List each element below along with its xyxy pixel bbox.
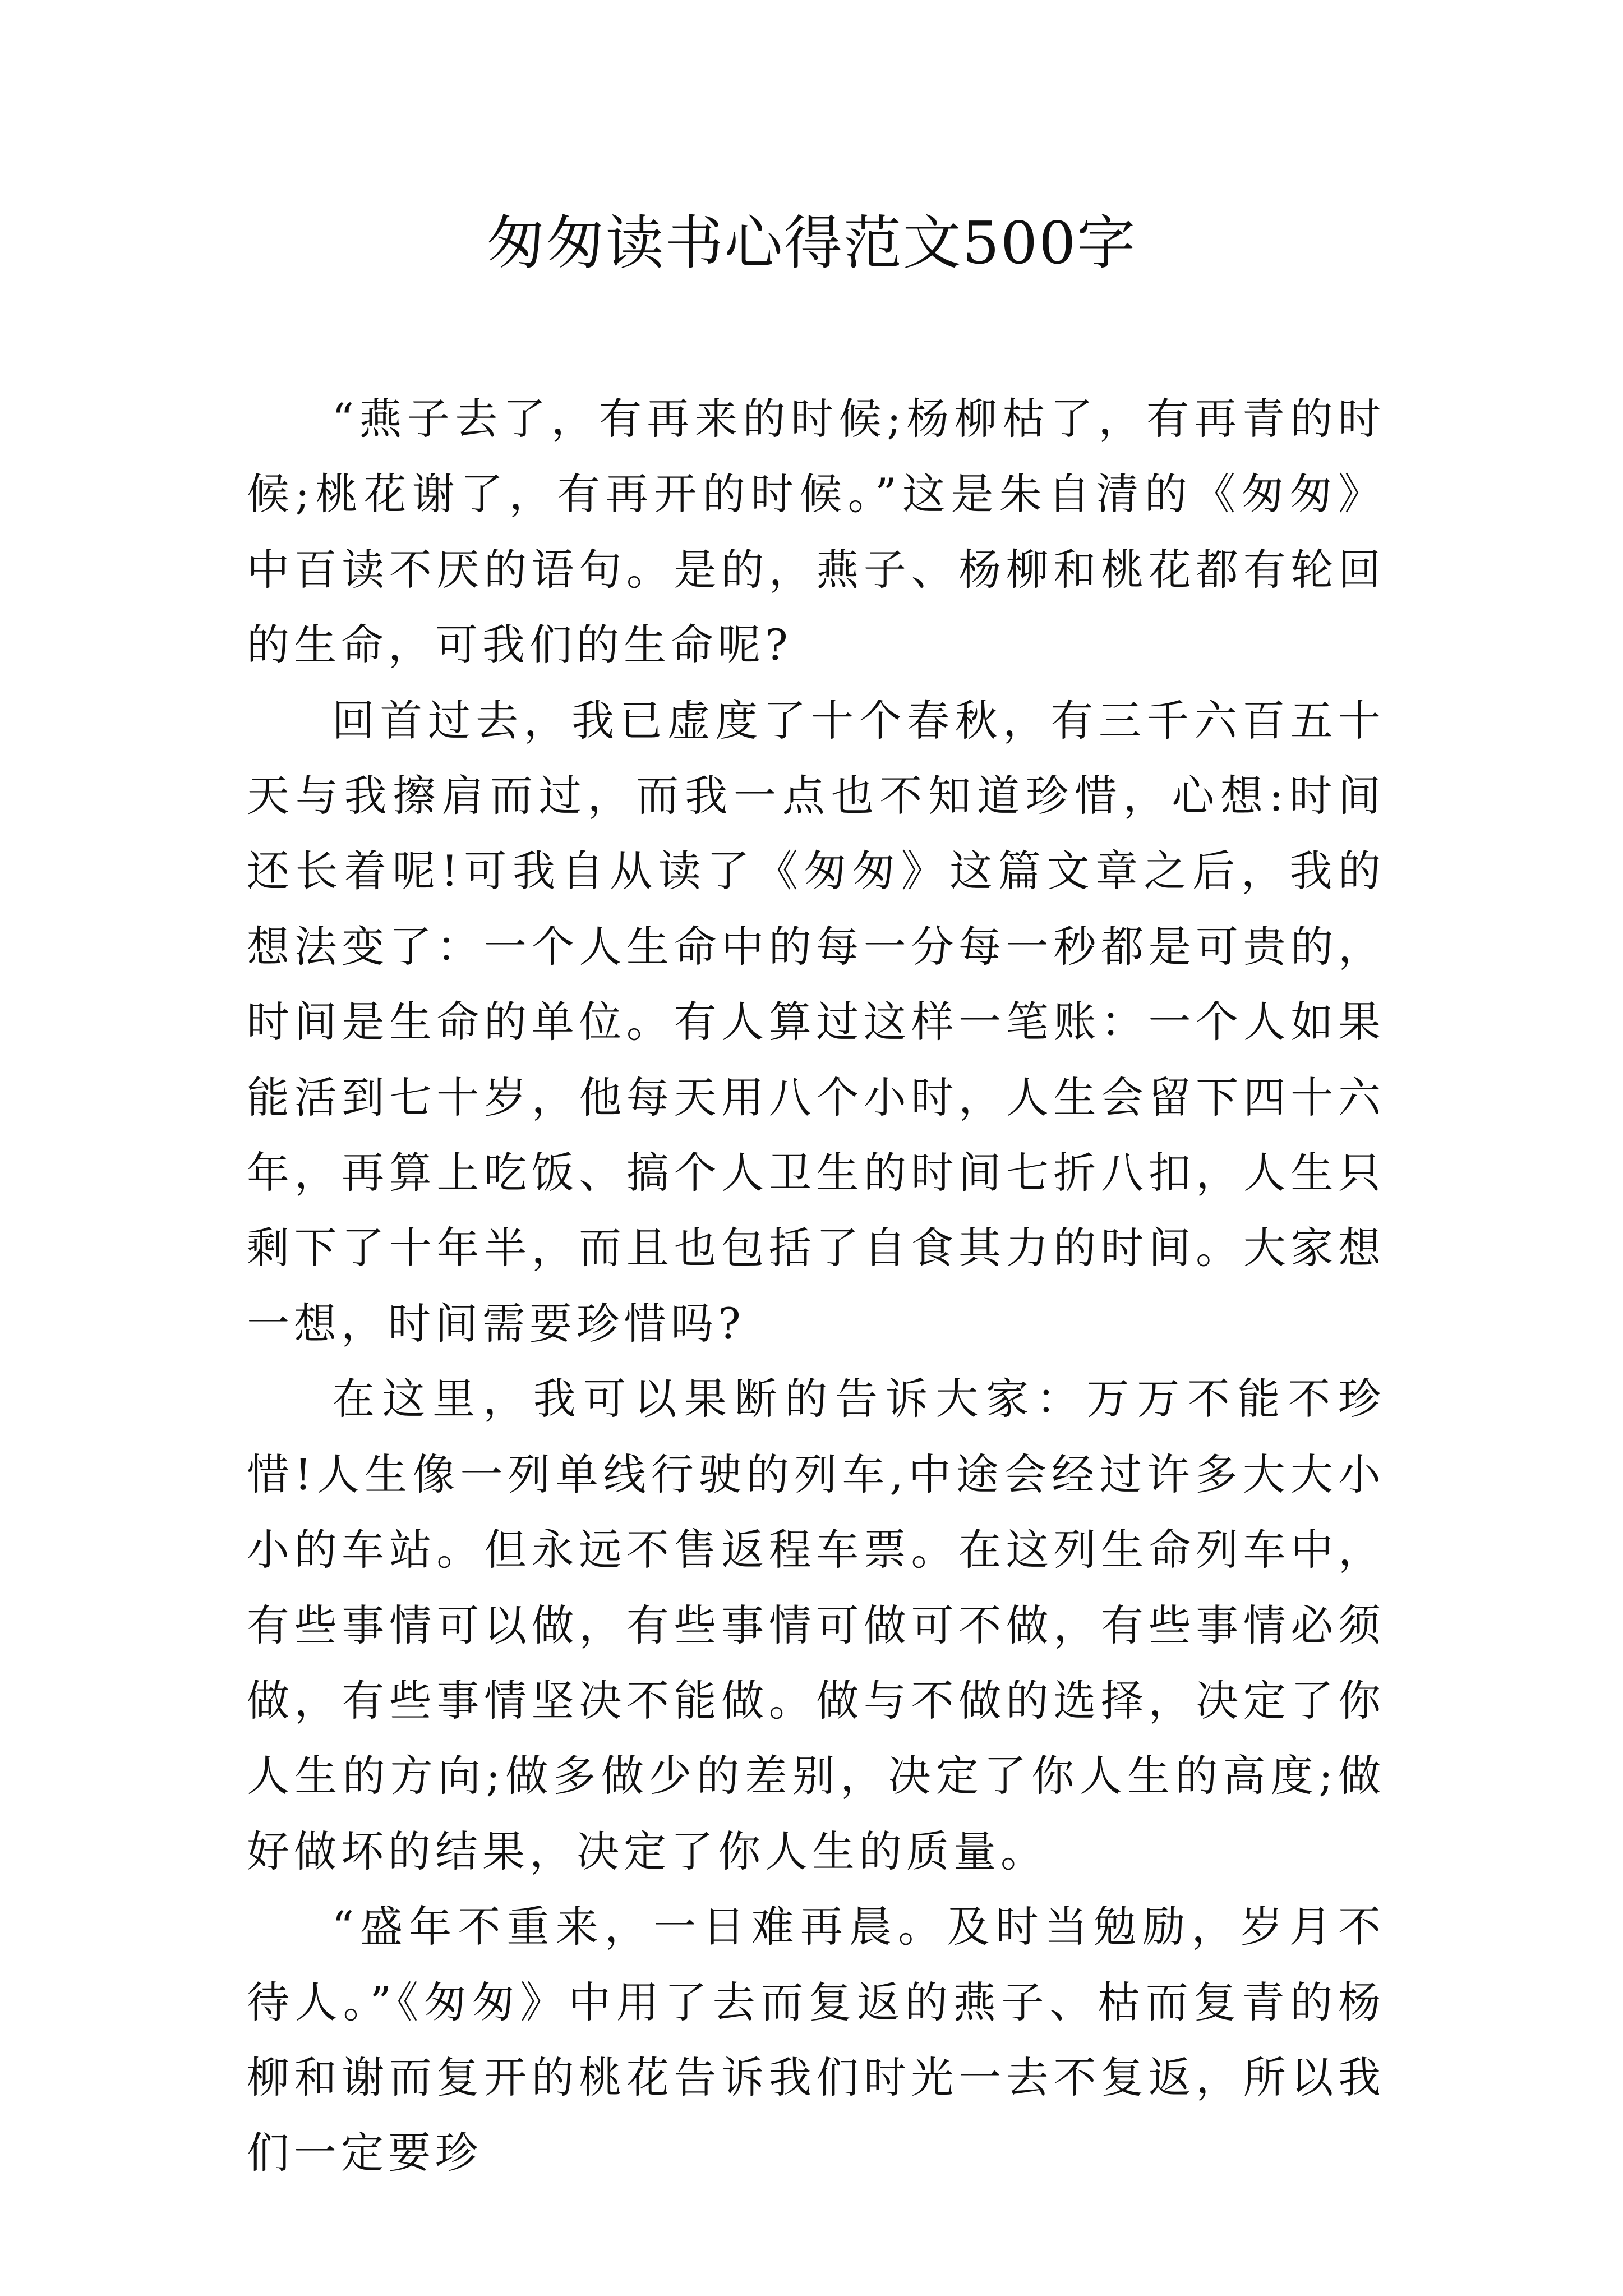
paragraph-2: 回首过去，我已虚度了十个春秋，有三千六百五十天与我擦肩而过，而我一点也不知道珍惜，心想:时间还长着呢!可我自从读了《匆匆》这篇文章之后，我的想法变了：一个人生命中的每一分每一秒都是可贵的，时间是生命的单位。有人算过这样一笔账：一个人如果能活到七十岁，他每天用八个小时，人生会留下四十六年，再算上吃饭、搞个人卫生的时间七折八扣，人生只剩下了十年半，而且也包括了自食其力的时间。大家想一想，时间需要珍惜吗? — [247, 695, 1385, 1349]
document-body — [247, 381, 1385, 2191]
paragraph-3: 在这里，我可以果断的告诉大家：万万不能不珍惜!人生像一列单线行驶的列车,中途会经过许多大大小小的车站。但永远不售返程车票。在这列生命列车中，有些事情可以做，有些事情可做可不做，有些事情必须做，有些事情坚决不能做。做与不做的选择，决定了你人生的方向;做多做少的差别，决定了你人生的高度;做好做坏的结果，决定了你人生的质量。 — [247, 1374, 1385, 1876]
document-title: 匆匆读书心得范文500字 — [486, 209, 1137, 277]
paragraph-1: “燕子去了，有再来的时候;杨柳枯了，有再青的时候;桃花谢了，有再开的时候。”这是朱自清的《匆匆》中百读不厌的语句。是的，燕子、杨柳和桃花都有轮回的生命，可我们的生命呢? — [247, 394, 1385, 670]
paragraph-4: “盛年不重来，一日难再晨。及时当勉励，岁月不待人。”《匆匆》中用了去而复返的燕子、枯而复青的杨柳和谢而复开的桃花告诉我们时光一去不复返，所以我们一定要珍 — [247, 1902, 1385, 2178]
